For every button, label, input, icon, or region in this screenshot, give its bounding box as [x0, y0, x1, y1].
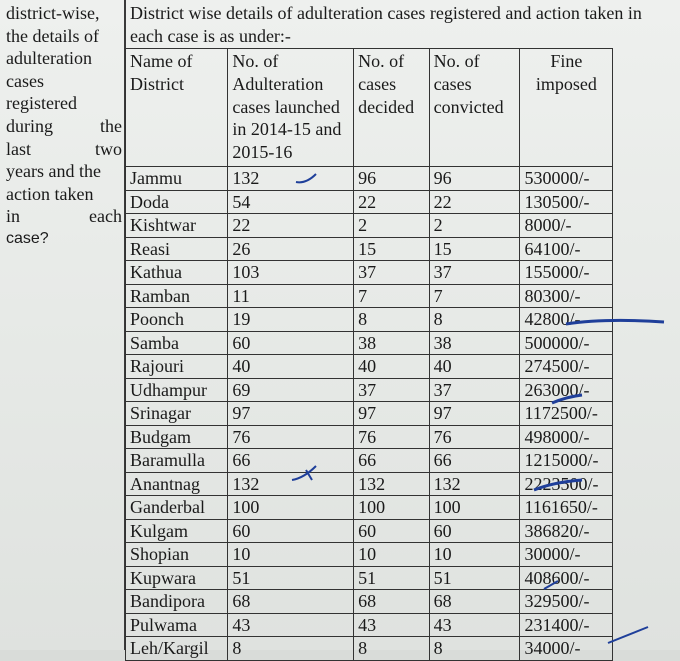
cell-launched: 8: [228, 637, 354, 661]
cell-convicted: 38: [429, 331, 520, 355]
question-line: during the: [6, 115, 122, 136]
table-row: [126, 378, 680, 402]
table-row: [126, 449, 680, 473]
cell-district: Ganderbal: [126, 496, 228, 520]
cell-launched: 66: [228, 449, 354, 473]
cell-decided: 10: [354, 543, 430, 567]
cell-convicted: 100: [429, 496, 520, 520]
district-table: [125, 48, 680, 661]
header-convicted: No. of cases convicted: [429, 49, 520, 167]
cell-district: Samba: [126, 331, 228, 355]
cell-fine: 64100/-: [520, 237, 613, 261]
cell-decided: 68: [354, 590, 430, 614]
cell-district: Kupwara: [126, 566, 228, 590]
cell-district: Kathua: [126, 261, 228, 285]
cell-decided: 43: [354, 613, 430, 637]
cell-fine: 130500/-: [520, 190, 613, 214]
table-row: [126, 167, 680, 191]
cell-launched: 19: [228, 308, 354, 332]
question-line: in each: [6, 206, 122, 227]
cell-district: Baramulla: [126, 449, 228, 473]
cell-decided: 37: [354, 261, 430, 285]
cell-launched: 97: [228, 402, 354, 426]
cell-fine: 1215000/-: [520, 449, 613, 473]
cell-fine: 231400/-: [520, 613, 613, 637]
table-header-row: [126, 49, 680, 167]
table-row: [126, 308, 680, 332]
cell-convicted: 96: [429, 167, 520, 191]
cell-fine: 30000/-: [520, 543, 613, 567]
cell-convicted: 43: [429, 613, 520, 637]
cell-district: Bandipora: [126, 590, 228, 614]
cell-launched: 100: [228, 496, 354, 520]
cell-decided: 132: [354, 472, 430, 496]
question-line: years and the: [6, 161, 101, 182]
table-row: [126, 214, 680, 238]
question-line: cases: [6, 70, 44, 91]
cell-district: Reasi: [126, 237, 228, 261]
cell-fine: 2223500/-: [520, 472, 613, 496]
cell-decided: 15: [354, 237, 430, 261]
cell-convicted: 8: [429, 637, 520, 661]
cell-launched: 51: [228, 566, 354, 590]
cell-district: Kulgam: [126, 519, 228, 543]
cell-launched: 132: [228, 472, 354, 496]
cell-decided: 96: [354, 167, 430, 191]
cell-fine: 274500/-: [520, 355, 613, 379]
cell-decided: 7: [354, 284, 430, 308]
question-line: case?: [6, 229, 49, 247]
cell-decided: 76: [354, 425, 430, 449]
cell-district: Poonch: [126, 308, 228, 332]
cell-decided: 22: [354, 190, 430, 214]
table-row: [126, 543, 680, 567]
cell-convicted: 66: [429, 449, 520, 473]
cell-launched: 69: [228, 378, 354, 402]
cell-convicted: 10: [429, 543, 520, 567]
table-row: [126, 472, 680, 496]
table-row: [126, 237, 680, 261]
cell-fine: 8000/-: [520, 214, 613, 238]
cell-fine: 155000/-: [520, 261, 613, 285]
cell-decided: 66: [354, 449, 430, 473]
question-line: adulteration: [6, 48, 92, 69]
cell-district: Budgam: [126, 425, 228, 449]
cell-launched: 103: [228, 261, 354, 285]
cell-convicted: 97: [429, 402, 520, 426]
table-row: [126, 613, 680, 637]
cell-convicted: 37: [429, 261, 520, 285]
cell-district: Leh/Kargil: [126, 637, 228, 661]
table-row: [126, 496, 680, 520]
cell-district: Ramban: [126, 284, 228, 308]
cell-district: Doda: [126, 190, 228, 214]
cell-decided: 60: [354, 519, 430, 543]
cell-launched: 60: [228, 519, 354, 543]
cell-district: Udhampur: [126, 378, 228, 402]
cell-decided: 38: [354, 331, 430, 355]
header-launched: No. of Adulteration cases launched in 2014-15 and 2015-16: [228, 49, 354, 167]
table-row: [126, 637, 680, 661]
cell-launched: 43: [228, 613, 354, 637]
header-district: Name of District: [126, 49, 228, 167]
cell-launched: 132: [228, 167, 354, 191]
question-line: registered: [6, 93, 77, 114]
cell-fine: 80300/-: [520, 284, 613, 308]
question-line: the details of: [6, 25, 99, 46]
cell-fine: 42800/-: [520, 308, 613, 332]
cell-launched: 54: [228, 190, 354, 214]
cell-fine: 500000/-: [520, 331, 613, 355]
table-row: [126, 261, 680, 285]
question-text: [6, 2, 122, 251]
answer-intro: District wise details of adulteration cases registered and action taken in each case is as under:-: [130, 3, 642, 46]
table-row: [126, 331, 680, 355]
cell-decided: 8: [354, 308, 430, 332]
cell-launched: 40: [228, 355, 354, 379]
cell-convicted: 40: [429, 355, 520, 379]
cell-district: Jammu: [126, 167, 228, 191]
table-row: [126, 190, 680, 214]
cell-district: Srinagar: [126, 402, 228, 426]
cell-decided: 40: [354, 355, 430, 379]
cell-convicted: 22: [429, 190, 520, 214]
cell-decided: 100: [354, 496, 430, 520]
cell-convicted: 2: [429, 214, 520, 238]
cell-launched: 76: [228, 425, 354, 449]
cell-fine: 1161650/-: [520, 496, 613, 520]
cell-decided: 2: [354, 214, 430, 238]
table-row: [126, 566, 680, 590]
cell-fine: 34000/-: [520, 637, 613, 661]
cell-launched: 10: [228, 543, 354, 567]
cell-convicted: 15: [429, 237, 520, 261]
cell-fine: 530000/-: [520, 167, 613, 191]
cell-convicted: 76: [429, 425, 520, 449]
question-line: action taken: [6, 183, 94, 204]
cell-fine: 263000/-: [520, 378, 613, 402]
cell-district: Pulwama: [126, 613, 228, 637]
table-row: [126, 402, 680, 426]
question-line: district-wise,: [6, 3, 100, 23]
cell-district: Anantnag: [126, 472, 228, 496]
table-row: [126, 590, 680, 614]
table-row: [126, 355, 680, 379]
cell-launched: 11: [228, 284, 354, 308]
table-row: [126, 519, 680, 543]
cell-convicted: 8: [429, 308, 520, 332]
cell-launched: 26: [228, 237, 354, 261]
cell-launched: 22: [228, 214, 354, 238]
cell-fine: 329500/-: [520, 590, 613, 614]
cell-decided: 37: [354, 378, 430, 402]
cell-district: Rajouri: [126, 355, 228, 379]
cell-convicted: 60: [429, 519, 520, 543]
cell-launched: 68: [228, 590, 354, 614]
cell-convicted: 7: [429, 284, 520, 308]
table-body: [126, 167, 680, 661]
cell-convicted: 68: [429, 590, 520, 614]
cell-fine: 498000/-: [520, 425, 613, 449]
question-line: last two: [6, 138, 122, 159]
cell-fine: 1172500/-: [520, 402, 613, 426]
cell-decided: 51: [354, 566, 430, 590]
cell-decided: 8: [354, 637, 430, 661]
cell-launched: 60: [228, 331, 354, 355]
cell-district: Shopian: [126, 543, 228, 567]
cell-fine: 386820/-: [520, 519, 613, 543]
cell-convicted: 51: [429, 566, 520, 590]
cell-decided: 97: [354, 402, 430, 426]
cell-convicted: 132: [429, 472, 520, 496]
cell-fine: 408600/-: [520, 566, 613, 590]
table-row: [126, 425, 680, 449]
cell-district: Kishtwar: [126, 214, 228, 238]
table-row: [126, 284, 680, 308]
header-fine: Fine imposed: [520, 49, 613, 167]
header-decided: No. of cases decided: [354, 49, 430, 167]
cell-convicted: 37: [429, 378, 520, 402]
